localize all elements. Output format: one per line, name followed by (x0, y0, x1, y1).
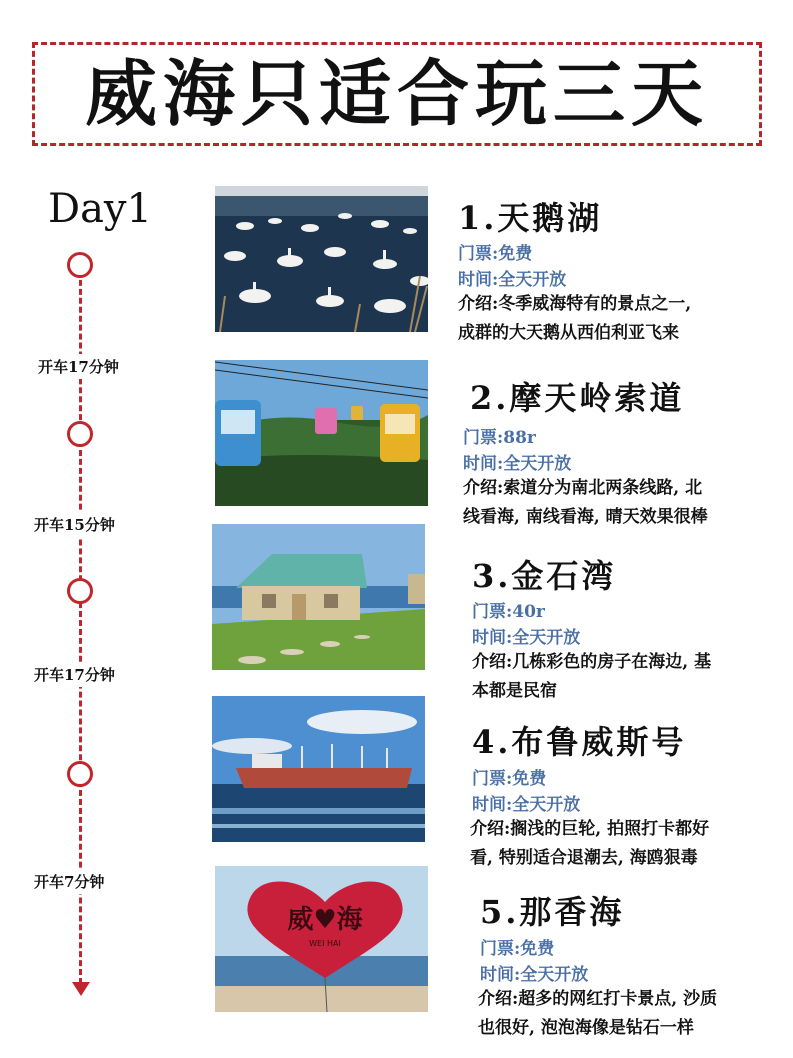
day-label: Day1 (48, 186, 152, 232)
spot-name-1: 1.天鹅湖 (458, 199, 603, 237)
golden-stone-bay-photo (212, 524, 425, 670)
spot-intro-4-line2: 看, 特别适合退潮去, 海鸥狠毒 (470, 848, 698, 868)
spot-name-3: 3.金石湾 (472, 557, 617, 595)
spot-time-5: 时间:全天开放 (480, 965, 589, 985)
timeline-node-2 (67, 421, 93, 447)
spot-intro-3-line2: 本都是民宿 (472, 681, 557, 701)
drive-time-4: 开车7分钟 (30, 869, 108, 894)
spot-ticket-5: 门票:免费 (480, 939, 555, 959)
spot-intro-2-line1: 介绍:索道分为南北两条线路, 北 (463, 478, 703, 498)
spot-intro-5 (478, 985, 790, 1043)
cable-car-photo (215, 360, 428, 506)
spot-intro-1-line2: 成群的大天鹅从西伯利亚飞来 (458, 323, 679, 343)
spot-intro-1-line1: 介绍:冬季威海特有的景点之一, (458, 294, 692, 314)
page-title: 威海只适合玩三天 (84, 51, 709, 136)
balloon-subtext: WEI HAI (309, 939, 341, 948)
swan-lake-photo (215, 186, 428, 332)
spot-ticket-4: 门票:免费 (472, 769, 547, 789)
timeline-node-4 (67, 761, 93, 787)
spot-ticket-2: 门票:88r (463, 428, 536, 448)
spot-intro-5-line1: 介绍:超多的网红打卡景点, 沙质 (478, 989, 718, 1009)
spot-intro-5-line2: 也很好, 泡泡海像是钻石一样 (478, 1018, 694, 1038)
drive-time-1: 开车17分钟 (34, 354, 123, 379)
spot-name-5: 5.那香海 (480, 893, 625, 931)
spot-time-3: 时间:全天开放 (472, 628, 581, 648)
timeline-node-1 (67, 252, 93, 278)
spot-time-4: 时间:全天开放 (472, 795, 581, 815)
spot-intro-2-line2: 线看海, 南线看海, 晴天效果很棒 (463, 507, 708, 527)
spot-intro-4 (470, 815, 790, 873)
shipwreck-photo (212, 696, 425, 842)
spot-ticket-1: 门票:免费 (458, 244, 533, 264)
spot-name-2: 2.摩天岭索道 (470, 379, 685, 417)
timeline-arrow-icon (72, 982, 90, 996)
heart-balloon-photo (215, 866, 428, 1012)
spot-intro-3-line1: 介绍:几栋彩色的房子在海边, 基 (472, 652, 712, 672)
spot-intro-3 (472, 648, 790, 706)
spot-intro-1 (458, 290, 788, 348)
title-box (32, 42, 762, 146)
timeline-node-3 (67, 578, 93, 604)
spot-ticket-3: 门票:40r (472, 602, 545, 622)
spot-intro-4-line1: 介绍:搁浅的巨轮, 拍照打卡都好 (470, 819, 710, 839)
spot-time-2: 时间:全天开放 (463, 454, 572, 474)
balloon-text: 威♥海 (287, 905, 363, 935)
spot-intro-2 (463, 474, 791, 532)
spot-name-4: 4.布鲁威斯号 (472, 723, 687, 761)
spot-time-1: 时间:全天开放 (458, 270, 567, 290)
drive-time-2: 开车15分钟 (30, 512, 119, 537)
drive-time-3: 开车17分钟 (30, 662, 119, 687)
